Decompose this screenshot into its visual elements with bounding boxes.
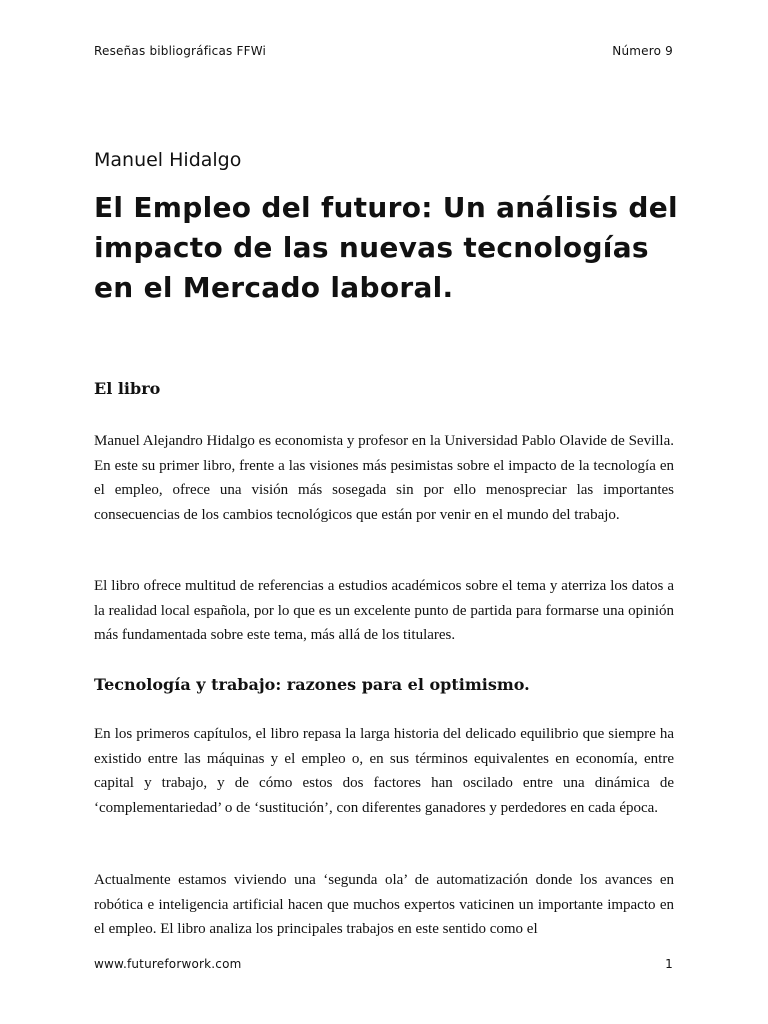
publication-name: Reseñas bibliográficas FFWi (94, 44, 267, 58)
paragraph-author-intro: Manuel Alejandro Hidalgo es economista y profesor en la Universidad Pablo Olavide de Sevilla. En este su primer libro, frente a las visiones más pesimistas sobre el impacto de la tecnología en el empleo, ofrece una visión más sosegada sin por ello menospreciar las importantes consecuencias de los cambios tecnológicos que están por venir en el mundo del trabajo. (94, 433, 674, 523)
article-title: El Empleo del futuro: Un análisis del impacto de las nuevas tecnologías en el Mercado laboral. (94, 191, 678, 304)
paragraph-book-references: El libro ofrece multitud de referencias a estudios académicos sobre el tema y aterriza los datos a la realidad local española, por lo que es un excelente punto de partida para formarse una opinión más fundamentada sobre este tema, más allá de los titulares. (94, 578, 674, 643)
issue-number: Número 9 (612, 44, 673, 58)
paragraph-second-wave-automation: Actualmente estamos viviendo una ‘segunda ola’ de automatización donde los avances en robótica e inteligencia artificial hacen que muchos expertos vaticinen un importante impacto en el empleo. El libro analiza los principales trabajos en este sentido como el (94, 872, 674, 937)
footer-website-link[interactable]: www.futureforwork.com (94, 957, 242, 971)
section-heading-el-libro: El libro (94, 379, 161, 398)
section-heading-tecnologia-trabajo: Tecnología y trabajo: razones para el optimismo. (94, 675, 530, 694)
article-author: Manuel Hidalgo (94, 149, 242, 171)
paragraph-history-machines-employment: En los primeros capítulos, el libro repasa la larga historia del delicado equilibrio que siempre ha existido entre las máquinas y el empleo o, en sus términos equivalentes en economía, entre capital y trabajo, y de cómo estos dos factores han oscilado entre una dinámica de ‘complementariedad’ o de ‘sustitución’, con diferentes ganadores y perdedores en cada época. (94, 726, 674, 816)
page-number: 1 (665, 957, 673, 971)
